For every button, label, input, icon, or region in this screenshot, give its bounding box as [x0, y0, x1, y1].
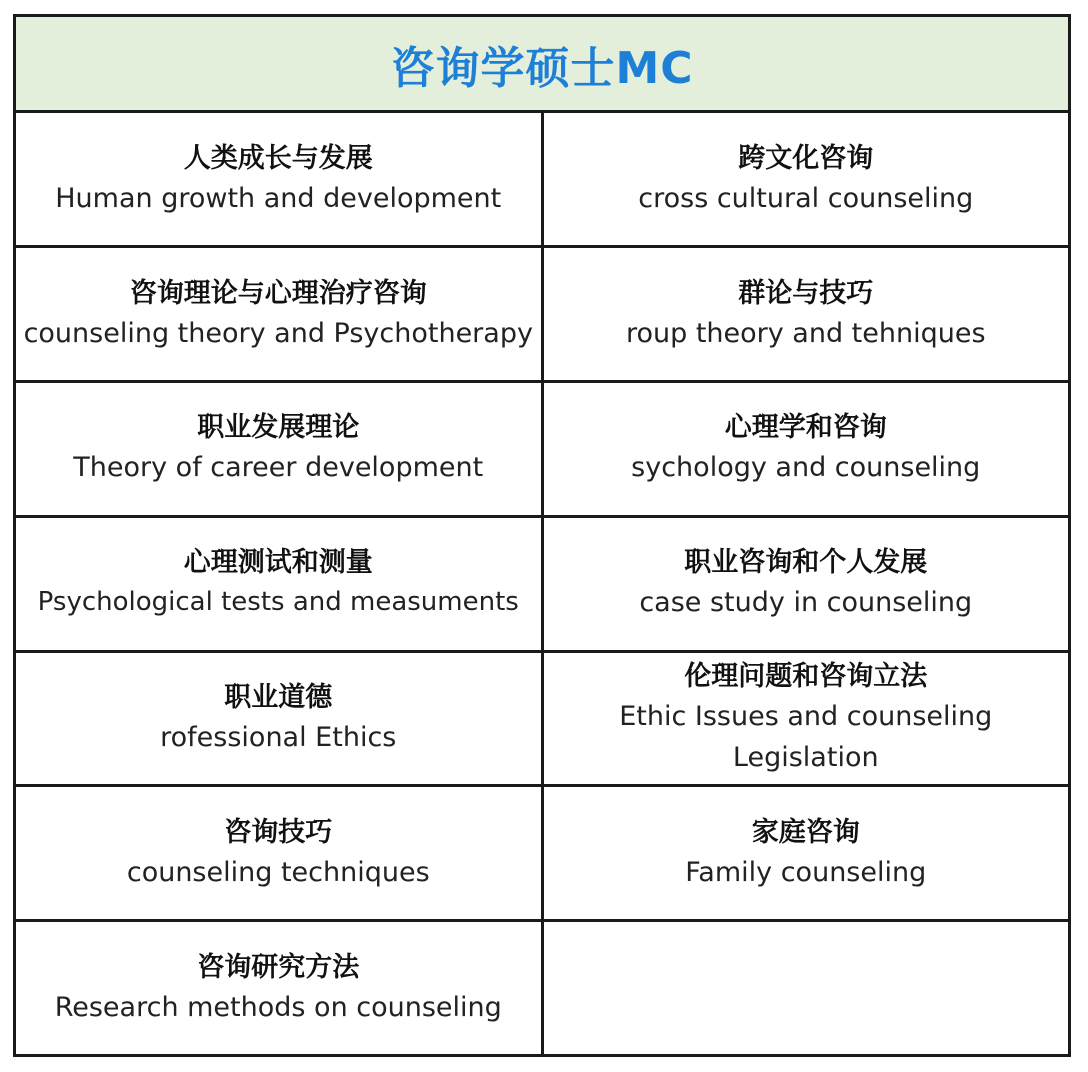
- course-cell: [15, 516, 543, 651]
- course-cell: [542, 786, 1070, 921]
- course-name-zh: 家庭咨询: [751, 816, 860, 848]
- course-name-en: case study in counseling: [639, 587, 973, 619]
- course-name-en: Family counseling: [685, 856, 927, 888]
- course-name-en: counseling theory and Psychotherapy: [23, 317, 533, 349]
- course-name-zh: 咨询技巧: [224, 816, 333, 848]
- course-name-zh: 人类成长与发展: [183, 142, 373, 174]
- course-cell: [15, 786, 543, 921]
- course-name-zh: 职业咨询和个人发展: [684, 547, 928, 579]
- table-row: [15, 786, 1070, 921]
- course-name-zh: 咨询研究方法: [197, 951, 360, 983]
- table-row: [15, 921, 1070, 1056]
- course-name-en: Research methods on counseling: [54, 991, 502, 1023]
- course-name-en: Ethic Issues and counseling Legislation: [619, 701, 993, 774]
- course-cell: [15, 112, 543, 247]
- course-cell: [542, 112, 1070, 247]
- course-name-en: Theory of career development: [73, 452, 484, 484]
- course-name-zh: 职业道德: [224, 681, 333, 713]
- table-row: [15, 112, 1070, 247]
- table-row: [15, 516, 1070, 651]
- course-cell: [542, 381, 1070, 516]
- course-name-zh: 心理测试和测量: [183, 547, 373, 579]
- course-cell: [542, 247, 1070, 382]
- table-row: [15, 651, 1070, 786]
- course-name-zh: 咨询理论与心理治疗咨询: [129, 277, 427, 309]
- course-cell: [15, 651, 543, 786]
- course-name-en: Psychological tests and measuments: [37, 587, 519, 618]
- course-table: [13, 14, 1071, 1057]
- course-name-en: cross cultural counseling: [638, 182, 974, 214]
- empty-cell: [542, 921, 1070, 1056]
- course-cell: [15, 247, 543, 382]
- course-cell: [15, 381, 543, 516]
- course-name-en: counseling techniques: [126, 856, 430, 888]
- course-name-zh: 伦理问题和咨询立法: [684, 661, 928, 693]
- course-name-zh: 心理学和咨询: [724, 412, 887, 444]
- table-row: [15, 247, 1070, 382]
- course-cell: [542, 516, 1070, 651]
- course-name-en: Human growth and development: [55, 182, 502, 214]
- course-name-zh: 职业发展理论: [197, 412, 360, 444]
- table-row: [15, 381, 1070, 516]
- title-row: [15, 16, 1070, 112]
- course-name-en: sychology and counseling: [631, 452, 981, 484]
- table-title: 咨询学硕士MC: [15, 16, 1070, 112]
- course-name-en: rofessional Ethics: [160, 721, 397, 753]
- course-cell: [15, 921, 543, 1056]
- course-name-zh: 群论与技巧: [738, 277, 874, 309]
- course-name-en: roup theory and tehniques: [625, 317, 986, 349]
- course-cell: [542, 651, 1070, 786]
- course-name-zh: 跨文化咨询: [738, 142, 874, 174]
